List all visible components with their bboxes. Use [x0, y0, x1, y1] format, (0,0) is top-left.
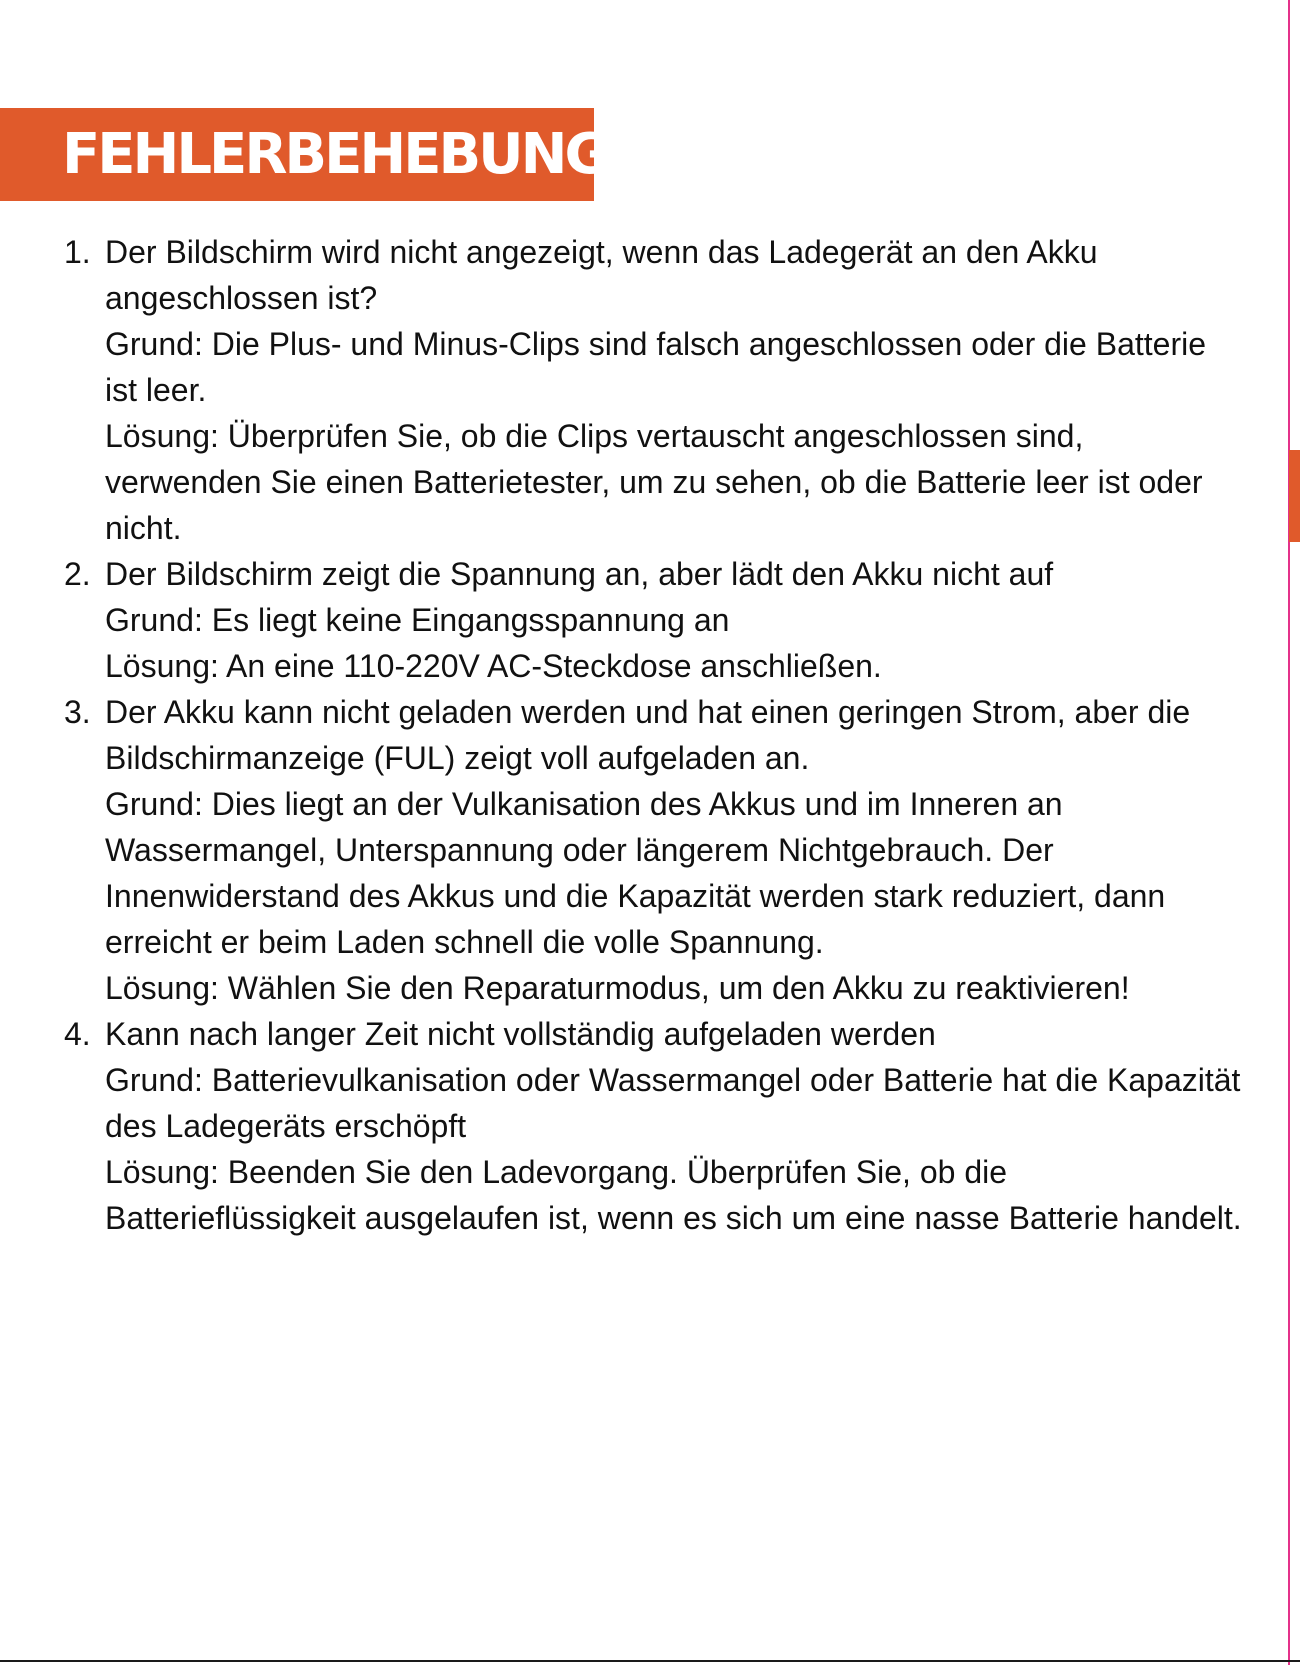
page-bottom-rule [0, 1660, 1300, 1662]
item-solution: Lösung: Überprüfen Sie, ob die Clips vertauscht angeschlossen sind, verwenden Sie einen Batterietester, um zu sehen, ob die Batterie leer ist oder nicht. [105, 418, 1203, 546]
troubleshooting-item [64, 551, 1244, 689]
item-reason: Grund: Es liegt keine Eingangsspannung an [105, 602, 730, 638]
section-header-banner [0, 108, 608, 201]
item-number: 2. [64, 556, 91, 592]
item-reason: Grund: Die Plus- und Minus-Clips sind falsch angeschlossen oder die Batterie ist leer. [105, 326, 1206, 408]
item-reason: Grund: Dies liegt an der Vulkanisation des Akkus und im Inneren an Wassermangel, Unterspannung oder längerem Nichtgebrauch. Der Innenwiderstand des Akkus und die Kapazität werden stark reduziert, dann erreicht er beim Laden schnell die volle Spannung. [105, 786, 1166, 960]
item-solution: Lösung: Wählen Sie den Reparaturmodus, um den Akku zu reaktivieren! [105, 970, 1130, 1006]
item-question: Der Bildschirm zeigt die Spannung an, aber lädt den Akku nicht auf [105, 556, 1054, 592]
troubleshooting-item [64, 229, 1244, 551]
item-solution: Lösung: Beenden Sie den Ladevorgang. Überprüfen Sie, ob die Batterieflüssigkeit ausgelaufen ist, wenn es sich um eine nasse Batterie handelt. [105, 1154, 1242, 1236]
item-body [105, 229, 1244, 551]
troubleshooting-item [64, 689, 1244, 1011]
item-body [105, 551, 1244, 689]
item-number: 3. [64, 694, 91, 730]
item-number: 4. [64, 1016, 91, 1052]
section-title: FEHLERBEHEBUNG [62, 121, 608, 187]
troubleshooting-list [64, 229, 1244, 1241]
page-edge-tab [1289, 450, 1300, 542]
item-solution: Lösung: An eine 110-220V AC-Steckdose anschließen. [105, 648, 882, 684]
item-question: Kann nach langer Zeit nicht vollständig aufgeladen werden [105, 1016, 936, 1052]
item-question: Der Akku kann nicht geladen werden und hat einen geringen Strom, aber die Bildschirmanzeige (FUL) zeigt voll aufgeladen an. [105, 694, 1191, 776]
item-question: Der Bildschirm wird nicht angezeigt, wenn das Ladegerät an den Akku angeschlossen ist? [105, 234, 1098, 316]
item-body [105, 1011, 1244, 1241]
item-reason: Grund: Batterievulkanisation oder Wassermangel oder Batterie hat die Kapazität des Ladegeräts erschöpft [105, 1062, 1241, 1144]
item-body [105, 689, 1244, 1011]
page-edge-line [1288, 0, 1290, 1665]
troubleshooting-item [64, 1011, 1244, 1241]
item-number: 1. [64, 234, 91, 270]
